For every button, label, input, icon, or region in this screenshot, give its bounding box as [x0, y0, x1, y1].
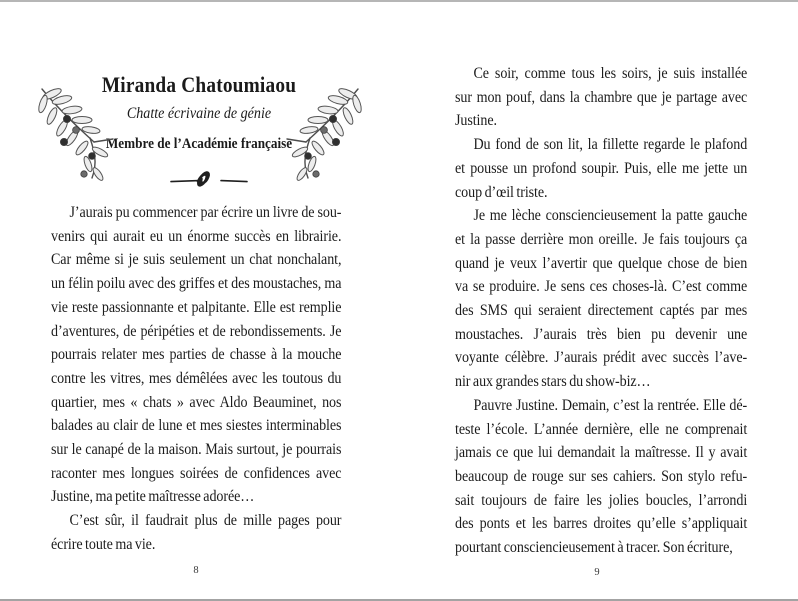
text-line: J’aurais pu commencer par écrire un livre de sou-	[69, 204, 342, 221]
text-line: Justine, ma petite maîtresse adorée…	[51, 488, 255, 506]
text-line: coup d’œil triste.	[455, 183, 548, 201]
text-line: des SMS qui seraient directement captés par mes	[455, 302, 748, 320]
text-line: C’est sûr, il faudrait plus de mille pages pour	[69, 512, 342, 530]
text-line: Du fond de son lit, la fillette regarde le plafond	[473, 136, 748, 154]
text-line: vie reste passionnante et palpitante. Elle est remplie	[51, 298, 342, 316]
text-line: quartier, mes « chats » avec Aldo Beauminet, nos	[51, 393, 342, 411]
text-line: Pauvre Justine. Demain, c’est la rentrée. Elle dé-	[473, 396, 748, 414]
text-line: pourtant consciencieusement à tracer. Son écriture,	[455, 539, 733, 557]
page-number-right: 9	[594, 567, 600, 578]
text-line: moustaches. J’aurais très bien pu devenir une	[455, 325, 748, 343]
author-name: Miranda Chatoumiaou	[101, 72, 297, 97]
author-subtitle: Chatte écrivaine de génie	[126, 105, 272, 122]
text-line: Ce soir, comme tous les soirs, je suis installée	[473, 65, 748, 82]
author-affiliation: Membre de l’Académie française	[105, 136, 293, 152]
text-line: teste l’école. L’année dernière, elle ne comprenait	[455, 420, 748, 438]
olive-branch-icon	[284, 86, 366, 188]
text-line: raconter mes longues soirées de confidences avec	[51, 464, 342, 482]
text-line: venirs qui aurait eu un énorme succès en librairie.	[51, 227, 342, 245]
text-line: quand je veux l’avertir que quelque chose de bien	[455, 254, 748, 272]
text-line: des ponts et les barres droites qu’elle s’appliquait	[455, 515, 748, 533]
text-line: Car même si je suis seulement un chat nonchalant,	[51, 251, 342, 269]
text-line: balades au clair de lune et mes siestes interminables	[51, 417, 342, 435]
text-line: voyante célèbre. J’aurais prédit avec succès l’ave-	[455, 349, 748, 367]
text-line: et pousse un profond soupir. Puis, elle me jette un	[455, 159, 748, 177]
text-line: contre les vitres, mes démêlées avec les toutous du	[51, 369, 342, 387]
text-line: un félin poilu avec des griffes et des moustaches, ma	[51, 275, 342, 293]
text-line: nir aux grandes stars du show-biz…	[455, 373, 651, 391]
text-line: d’aventures, de péripéties et de rebondissements. Je	[51, 322, 342, 340]
top-edge-line	[0, 0, 798, 2]
rope-twist-divider-icon	[169, 170, 249, 190]
page-number-left: 8	[193, 565, 199, 576]
text-line: sur le canapé de la maison. Mais surtout, je pourrais	[51, 441, 342, 459]
text-line: Justine.	[455, 112, 497, 130]
text-line: sait toujours de faire les jolies boucles, l’arrondi	[455, 491, 748, 509]
text-line: va se produire. Je sens ces choses-là. C’est comme	[455, 278, 748, 296]
olive-branch-icon	[34, 86, 116, 188]
text-line: jamais ce que lui demandait la maîtresse. Il y avait	[455, 444, 748, 462]
left-page-text	[51, 201, 341, 557]
right-page-text	[455, 62, 747, 560]
text-line: écrire toute ma vie.	[51, 535, 156, 553]
text-line: sur mon pouf, dans la chambre que je partage avec	[455, 88, 748, 106]
text-line: et la passe derrière mon oreille. Je fais toujours ça	[455, 230, 748, 248]
text-line: beaucoup de rouge sur ses cahiers. Son stylo refu-	[455, 467, 748, 485]
text-line: Je me lèche consciencieusement la patte gauche	[473, 207, 748, 225]
text-line: pourrais relater mes parties de chasse à la mouche	[51, 346, 342, 364]
